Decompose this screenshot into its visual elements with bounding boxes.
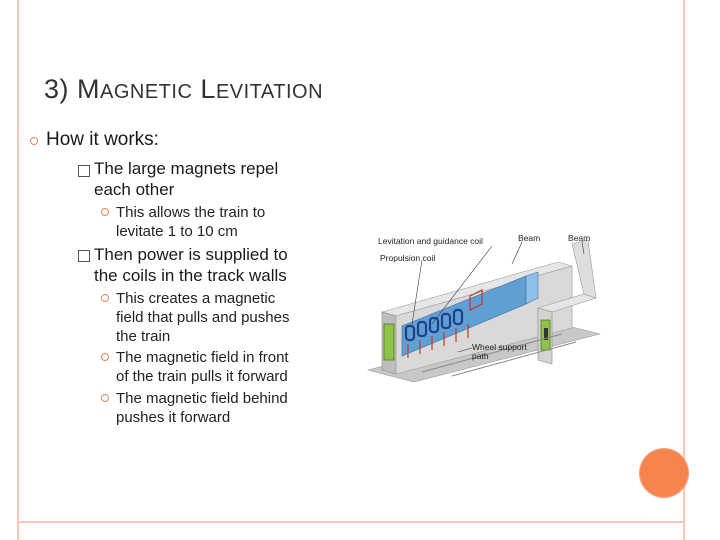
text-line: The large magnets repel bbox=[94, 159, 279, 178]
decorative-circle bbox=[640, 449, 688, 497]
text-line: the coils in the track walls bbox=[94, 266, 287, 285]
sub-sub-bullet-levitate bbox=[116, 203, 265, 241]
propulsion-coil-end bbox=[526, 272, 538, 304]
bullet-how-it-works: How it works: bbox=[46, 129, 159, 150]
text-line: The magnetic field behind bbox=[116, 390, 288, 407]
text-line: field that pulls and pushes bbox=[116, 309, 290, 326]
label-levitation-coil: Levitation and guidance coil bbox=[378, 236, 483, 246]
bullet-marker bbox=[101, 394, 109, 402]
text-line: This creates a magnetic bbox=[116, 290, 276, 307]
label-propulsion-coil: Propulsion coil bbox=[380, 253, 436, 263]
text-line: each other bbox=[94, 180, 175, 199]
text-line: Then power is supplied to bbox=[94, 245, 288, 264]
text-line: The magnetic field in front bbox=[116, 349, 289, 366]
label-beam-right: Beam bbox=[568, 233, 591, 243]
label-wheel-support-2: path bbox=[472, 351, 489, 361]
label-beam-left: Beam bbox=[518, 233, 541, 243]
text-line: pushes it forward bbox=[116, 409, 231, 426]
sub-sub-bullet-behind bbox=[116, 389, 288, 427]
sub-bullet-power bbox=[76, 244, 288, 286]
bullet-marker bbox=[30, 137, 38, 145]
text-line: levitate 1 to 10 cm bbox=[116, 223, 238, 240]
left-green-coil bbox=[384, 324, 394, 360]
bullet-marker bbox=[101, 353, 109, 361]
sub-sub-bullet-magnetic-field bbox=[116, 289, 289, 346]
text-line: the train bbox=[116, 328, 171, 345]
slide-frame-bottom bbox=[17, 521, 685, 523]
text-line: of the train pulls it forward bbox=[116, 368, 288, 385]
label-wheel-support-1: Wheel support bbox=[472, 342, 527, 352]
bullet-marker bbox=[101, 294, 109, 302]
maglev-track-diagram bbox=[362, 224, 602, 384]
slide-title: 3) MAGNETIC LEVITATION bbox=[44, 74, 324, 104]
sub-bullet-magnets bbox=[76, 158, 278, 200]
bullet-marker bbox=[101, 208, 109, 216]
text-line: This allows the train to bbox=[116, 204, 266, 221]
sub-sub-bullet-front bbox=[116, 348, 289, 386]
right-beam-wall bbox=[572, 240, 596, 298]
